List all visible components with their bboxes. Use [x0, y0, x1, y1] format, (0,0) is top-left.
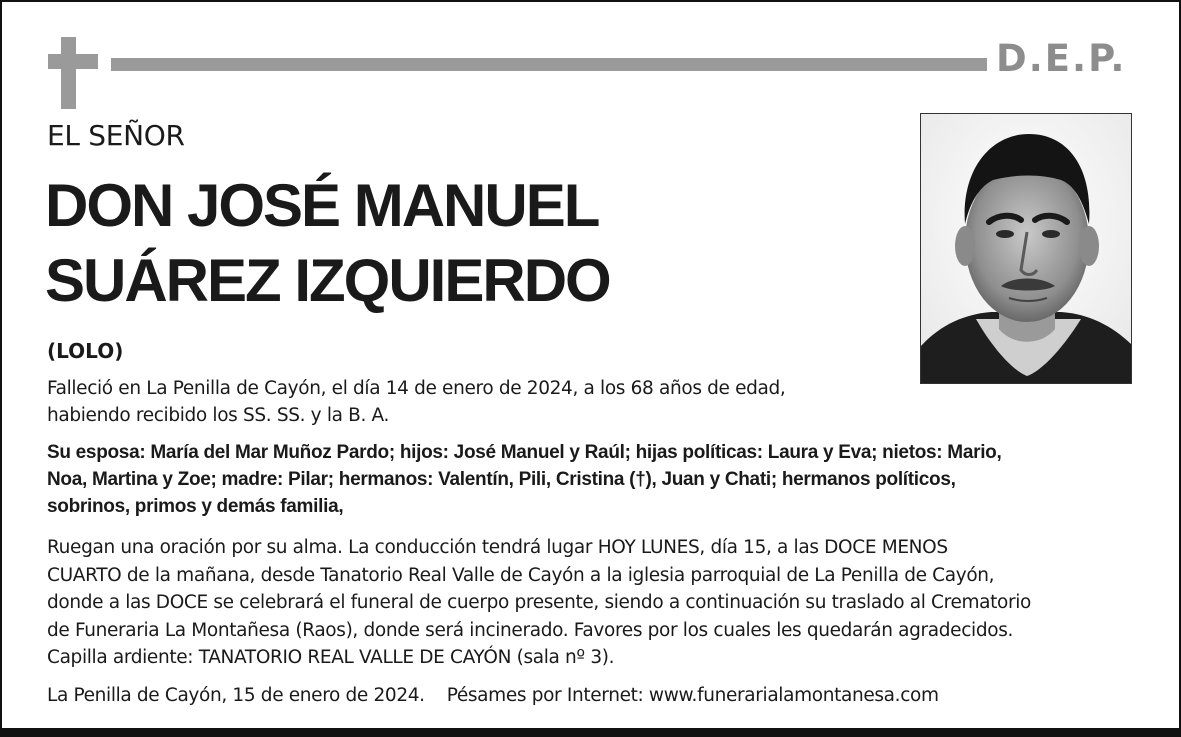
death-notice [47, 375, 785, 429]
header-rule [111, 58, 987, 71]
portrait-image [921, 114, 1132, 384]
footer [47, 682, 939, 709]
death-notice-line: Falleció en La Penilla de Cayón, el día 14 de enero de 2024, a los 68 años de edad, [47, 378, 786, 399]
family-line: sobrinos, primos y demás familia, [47, 496, 344, 517]
death-notice-line: habiendo recibido los SS. SS. y la B. A. [47, 405, 390, 426]
place-date: La Penilla de Cayón, 15 de enero de 2024. [47, 685, 425, 706]
funeral-line: de Funeraria La Montañesa (Raos), donde será incinerado. Favores por los cuales les quedarán agradecidos. [47, 619, 1014, 641]
name-line-1: DON JOSÉ MANUEL [45, 172, 599, 239]
funeral-details [47, 534, 1031, 672]
funeral-line: donde a las DOCE se celebrará el funeral de cuerpo presente, siendo a continuación su traslado al Crematorio [47, 592, 1032, 613]
deceased-name [45, 168, 610, 318]
cross-vertical [61, 37, 76, 109]
name-line-2: SUÁREZ IZQUIERDO [45, 247, 610, 314]
funeral-line: Capilla ardiente: TANATORIO REAL VALLE DE CAYÓN (sala nº 3). [47, 647, 615, 668]
family-line: Noa, Martina y Zoe; madre: Pilar; hermanos: Valentín, Pili, Cristina (†), Juan y Chati; hermanos políticos, [47, 469, 956, 490]
honorific: EL SEÑOR [47, 119, 185, 152]
cross-horizontal [48, 54, 98, 69]
family-line: Su esposa: María del Mar Muñoz Pardo; hijos: José Manuel y Raúl; hijas políticas: Laura y Eva; nietos: Mario, [47, 442, 1002, 463]
nickname: (LOLO) [47, 339, 124, 363]
funeral-line: CUARTO de la mañana, desde Tanatorio Real Valle de Cayón a la iglesia parroquial de La Penilla de Cayón, [47, 564, 995, 586]
funeral-line: Ruegan una oración por su alma. La conducción tendrá lugar HOY LUNES, día 15, a las DOCE MENOS [47, 537, 948, 558]
condolences-link[interactable]: Pésames por Internet: www.funerarialamontanesa.com [446, 685, 939, 706]
family-list [47, 439, 1001, 520]
dep-label: D.E.P. [996, 37, 1127, 80]
deceased-photo [920, 113, 1132, 384]
bottom-border [0, 728, 1181, 737]
